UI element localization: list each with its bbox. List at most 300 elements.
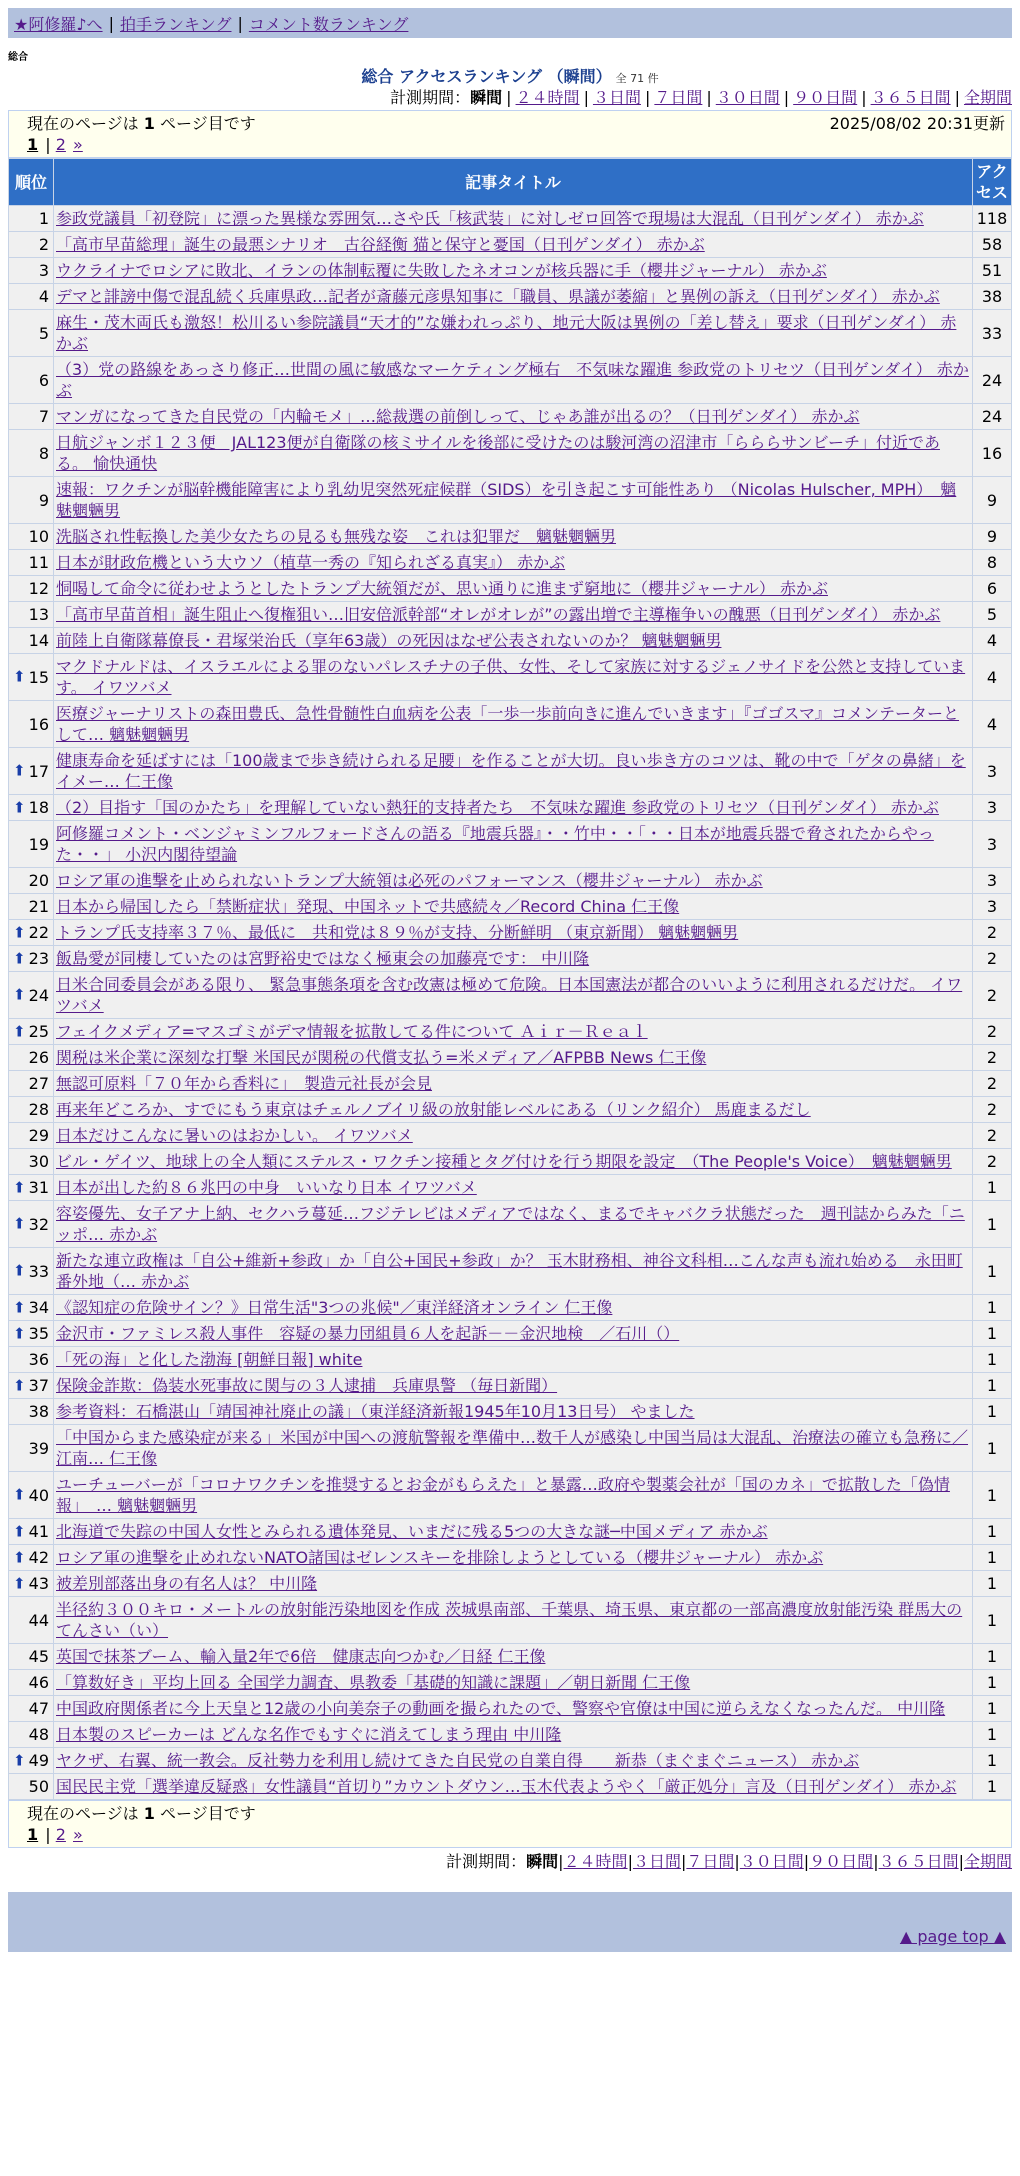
article-title-link[interactable]: 麻生・茂木両氏も激怒！松川るい参院議員“天才的”な嫌われっぷり、地元大阪は異例の「差し替え」要求（日刊ゲンダイ） 赤かぶ — [56, 313, 957, 353]
title-cell — [54, 1019, 973, 1045]
table-row — [9, 894, 1012, 920]
article-title-link[interactable]: デマと誹謗中傷で混乱続く兵庫県政…記者が斎藤元彦県知事に「職員、県議が萎縮」と異例の訴え（日刊ゲンダイ） 赤かぶ — [56, 287, 940, 306]
top-link-comment-ranking[interactable]: コメント数ランキング — [248, 14, 409, 34]
title-cell — [54, 550, 973, 576]
bottom-period-option-4[interactable]: ９０日間 — [809, 1852, 874, 1871]
table-row — [9, 1019, 1012, 1045]
separator: | — [783, 88, 790, 107]
up-arrow-icon: ⬆ — [13, 1214, 26, 1233]
table-row — [9, 1347, 1012, 1373]
rank-cell — [9, 795, 54, 821]
rank-number: 31 — [28, 1178, 49, 1197]
title-cell — [54, 894, 973, 920]
access-count: 2 — [973, 1045, 1012, 1071]
table-row — [9, 524, 1012, 550]
rank-number: 39 — [28, 1438, 49, 1458]
rank-number: 5 — [38, 323, 49, 343]
table-row — [9, 1321, 1012, 1347]
article-title-link[interactable]: ユーチューバーが「コロナワクチンを推奨するとお金がもらえた」と暴露…政府や製薬会社が「国のカネ」で拡散した「偽情報」 … 魑魅魍魎男 — [56, 1475, 950, 1515]
access-count: 3 — [973, 748, 1012, 795]
article-title-link[interactable]: 医療ジャーナリストの森田豊氏、急性骨髄性白血病を公表「一歩一歩前向きに進んでいきます」『ゴゴスマ』コメンテーターとして… 魑魅魍魎男 — [56, 704, 960, 744]
top-period-option-2[interactable]: ７日間 — [654, 88, 703, 107]
up-arrow-icon: ⬆ — [13, 1485, 26, 1504]
rank-cell — [9, 920, 54, 946]
access-count: 1 — [973, 1399, 1012, 1425]
top-nav-bar — [8, 8, 1012, 38]
rank-cell — [9, 430, 54, 477]
article-title-link[interactable]: 阿修羅コメント・ベンジャミンフルフォードさんの語る『地震兵器』・・竹中・・「・・日本が地震兵器で脅されたからやった・・」 小沢内閣待望論 — [56, 824, 934, 864]
title-cell — [54, 1248, 973, 1295]
up-arrow-icon: ⬆ — [13, 1298, 26, 1316]
rank-cell — [9, 1571, 54, 1597]
article-title-link[interactable]: ヤクザ、右翼、統一教会。反社勢力を利用し続けてきた自民党の自業自得 新恭（まぐまぐニュース） 赤かぶ — [56, 1751, 860, 1770]
access-count: 1 — [973, 1201, 1012, 1248]
title-cell — [54, 1321, 973, 1347]
article-title-link[interactable]: 被差別部落出身の有名人は？ 中川隆 — [56, 1574, 318, 1593]
article-title-link[interactable]: マクドナルドは、イスラエルによる罪のないパレスチナの子供、女性、そして家族に対するジェノサイドを公然と支持しています。 イワツバメ — [56, 657, 966, 697]
rank-cell — [9, 1071, 54, 1097]
up-arrow-icon: ⬆ — [13, 798, 26, 816]
access-count: 3 — [973, 821, 1012, 868]
title-cell — [54, 1670, 973, 1696]
access-count: 1 — [973, 1722, 1012, 1748]
separator: | — [45, 135, 51, 154]
rank-number: 11 — [28, 553, 49, 572]
title-cell — [54, 1519, 973, 1545]
separator: | — [108, 13, 114, 33]
access-count: 1 — [973, 1774, 1012, 1800]
title-cell — [54, 357, 973, 404]
page-2-link[interactable]: 2 — [55, 135, 66, 154]
rank-number: 12 — [28, 579, 49, 598]
header-rank: 順位 — [9, 159, 54, 206]
bottom-period-option-3[interactable]: ３０日間 — [739, 1852, 804, 1871]
rank-cell — [9, 1295, 54, 1321]
table-row — [9, 404, 1012, 430]
rank-cell — [9, 284, 54, 310]
rank-number: 3 — [38, 261, 49, 280]
rank-cell — [9, 894, 54, 920]
article-title-link[interactable]: 日米合同委員会がある限り、 緊急事態条項を含む改憲は極めて危険。日本国憲法が都合のいいように利用されるだけだ。 イワツバメ — [56, 975, 963, 1015]
rank-cell — [9, 1519, 54, 1545]
rank-cell — [9, 1472, 54, 1519]
table-row — [9, 1472, 1012, 1519]
access-count: 33 — [973, 310, 1012, 357]
access-count: 1 — [973, 1295, 1012, 1321]
table-row — [9, 628, 1012, 654]
access-count: 58 — [973, 232, 1012, 258]
article-title-link[interactable]: 金沢市・ファミレス殺人事件 容疑の暴力団組員６人を起訴－－金沢地検 ／石川（） — [56, 1324, 680, 1343]
article-title-link[interactable]: 洗脳され性転換した美少女たちの見るも無残な姿 これは犯罪だ 魑魅魍魎男 — [56, 527, 617, 546]
table-row — [9, 258, 1012, 284]
rank-number: 30 — [28, 1152, 49, 1171]
title-cell — [54, 232, 973, 258]
access-count: 4 — [973, 628, 1012, 654]
up-arrow-icon: ⬆ — [13, 1178, 26, 1196]
rank-number: 33 — [28, 1261, 49, 1281]
rank-number: 7 — [38, 407, 49, 426]
table-row — [9, 795, 1012, 821]
top-link-asyura[interactable]: ★阿修羅♪へ — [14, 14, 103, 34]
access-count: 51 — [973, 258, 1012, 284]
rank-number: 2 — [38, 235, 49, 254]
table-row — [9, 1597, 1012, 1644]
table-row — [9, 1519, 1012, 1545]
access-count: 9 — [973, 477, 1012, 524]
rank-number: 22 — [28, 923, 49, 942]
article-title-link[interactable]: ビル・ゲイツ、地球上の全人類にステルス・ワクチン接種とタグ付けを行う期限を設定 （The People's Voice） 魑魅魍魎男 — [56, 1152, 952, 1171]
article-title-link[interactable]: 日航ジャンボ１２３便 JAL123便が自衛隊の核ミサイルを後部に受けたのは駿河湾の沼津市「らららサンビーチ」付近である。 愉快通快 — [56, 433, 940, 473]
access-count: 2 — [973, 972, 1012, 1019]
rank-cell — [9, 1748, 54, 1774]
footer-pagetop-bar — [8, 1922, 1012, 1952]
updated-time: 2025/08/02 20:31更新 — [829, 114, 1005, 133]
access-count: 2 — [973, 1149, 1012, 1175]
top-period-option-1[interactable]: ３日間 — [592, 88, 641, 107]
table-row — [9, 972, 1012, 1019]
rank-number: 46 — [28, 1673, 49, 1692]
separator: | — [583, 88, 589, 107]
table-row — [9, 284, 1012, 310]
up-arrow-icon: ⬆ — [13, 667, 26, 686]
table-row — [9, 1670, 1012, 1696]
rank-number: 40 — [28, 1485, 49, 1505]
rank-number: 4 — [38, 287, 49, 306]
title-cell — [54, 654, 973, 701]
title-cell — [54, 1175, 973, 1201]
up-arrow-icon: ⬆ — [13, 923, 26, 941]
article-title-link[interactable]: 日本製のスピーカーは どんな名作でもすぐに消えてしまう理由 中川隆 — [56, 1725, 562, 1744]
table-row — [9, 920, 1012, 946]
table-row — [9, 1248, 1012, 1295]
rank-number: 18 — [28, 798, 49, 817]
article-title-link[interactable]: 北海道で失踪の中国人女性とみられる遺体発見、いまだに残る5つの大きな謎─中国メディア 赤かぶ — [56, 1522, 768, 1541]
rank-number: 16 — [28, 714, 49, 734]
period-label: 計測期間： — [390, 88, 471, 107]
period-current: 瞬間 — [470, 88, 503, 107]
article-title-link[interactable]: 半径約３００キロ・メートルの放射能汚染地図を作成 茨城県南部、千葉県、埼玉県、東京都の一部高濃度放射能汚染 群馬大のてんさい（い） — [56, 1600, 963, 1640]
article-title-link[interactable]: 参政党議員「初登院」に漂った異様な雰囲気…さや氏「核武装」に対しゼロ回答で現場は大混乱（日刊ゲンダイ） 赤かぶ — [56, 209, 924, 228]
table-row — [9, 1097, 1012, 1123]
bottom-period-option-1[interactable]: ３日間 — [632, 1852, 681, 1871]
title-cell — [54, 701, 973, 748]
rank-cell — [9, 602, 54, 628]
access-count: 24 — [973, 357, 1012, 404]
table-row — [9, 206, 1012, 232]
rank-number: 19 — [28, 834, 49, 854]
article-title-link[interactable]: ウクライナでロシアに敗北、イランの体制転覆に失敗したネオコンが核兵器に手（櫻井ジャーナル） 赤かぶ — [56, 261, 827, 280]
table-row — [9, 1399, 1012, 1425]
table-row — [9, 1545, 1012, 1571]
rank-cell — [9, 1774, 54, 1800]
rank-number: 32 — [28, 1214, 49, 1234]
access-count: 4 — [973, 701, 1012, 748]
access-count: 2 — [973, 946, 1012, 972]
rank-number: 44 — [28, 1610, 49, 1630]
separator: | — [706, 88, 712, 107]
title-cell — [54, 1597, 973, 1644]
header-title: 記事タイトル — [54, 159, 973, 206]
period-current: 瞬間 — [526, 1852, 559, 1871]
rank-number: 36 — [28, 1350, 49, 1369]
rank-cell — [9, 1201, 54, 1248]
article-title-link[interactable]: （2）目指す「国のかたち」を理解していない熱狂的支持者たち 不気味な躍進 参政党のトリセツ（日刊ゲンダイ） 赤かぶ — [56, 798, 939, 817]
article-title-link[interactable]: 日本から帰国したら「禁断症状」発現、中国ネットで共感続々／Record China 仁王像 — [56, 897, 680, 916]
table-row — [9, 1571, 1012, 1597]
rank-cell — [9, 404, 54, 430]
separator: | — [237, 13, 243, 33]
title-cell — [54, 576, 973, 602]
up-arrow-icon: ⬆ — [13, 1751, 26, 1769]
title-cell — [54, 868, 973, 894]
access-count: 4 — [973, 654, 1012, 701]
title-cell — [54, 1071, 973, 1097]
rank-number: 25 — [28, 1022, 49, 1041]
table-row — [9, 550, 1012, 576]
access-count: 1 — [973, 1175, 1012, 1201]
up-arrow-icon: ⬆ — [13, 1022, 26, 1040]
rank-cell — [9, 1644, 54, 1670]
bottom-period-option-6[interactable]: 全期間 — [963, 1852, 1012, 1871]
table-row — [9, 1071, 1012, 1097]
article-title-link[interactable]: 恫喝して命令に従わせようとしたトランプ大統領だが、思い通りに進まず窮地に（櫻井ジャーナル） 赤かぶ — [56, 579, 828, 598]
article-title-link[interactable]: フェイクメディア=マスゴミがデマ情報を拡散してる件について Ａｉｒ－Ｒｅａｌ — [56, 1022, 648, 1041]
access-count: 2 — [973, 1071, 1012, 1097]
page-info-bottom — [8, 1800, 1012, 1848]
article-title-link[interactable]: ロシア軍の進撃を止められないトランプ大統領は必死のパフォーマンス（櫻井ジャーナル） 赤かぶ — [56, 871, 763, 890]
rank-cell — [9, 701, 54, 748]
rank-number: 48 — [28, 1725, 49, 1744]
access-count: 1 — [973, 1425, 1012, 1472]
rank-number: 1 — [38, 209, 49, 228]
table-row — [9, 1201, 1012, 1248]
article-title-link[interactable]: 飯島愛が同棲していたのは宮野裕史ではなく極東会の加藤亮です： 中川隆 — [56, 949, 590, 968]
title-cell — [54, 1347, 973, 1373]
up-arrow-icon: ⬆ — [13, 1324, 26, 1342]
rank-cell — [9, 1019, 54, 1045]
rank-number: 50 — [28, 1777, 49, 1796]
rank-cell — [9, 972, 54, 1019]
rank-cell — [9, 477, 54, 524]
period-selector-bottom — [8, 1850, 1012, 1874]
article-title-link[interactable]: 速報：ワクチンが脳幹機能障害により乳幼児突然死症候群（SIDS）を引き起こす可能性あり （Nicolas Hulscher, MPH） 魑魅魍魎男 — [56, 480, 957, 520]
title-cell — [54, 1545, 973, 1571]
rank-cell — [9, 1175, 54, 1201]
article-title-link[interactable]: 国民民主党「選挙違反疑惑」女性議員“首切り”カウントダウン…玉木代表ようやく「厳正処分」言及（日刊ゲンダイ） 赤かぶ — [56, 1777, 957, 1796]
access-count: 1 — [973, 1748, 1012, 1774]
rank-number: 37 — [28, 1376, 49, 1395]
access-count: 3 — [973, 795, 1012, 821]
article-title-link[interactable]: 日本が出した約８６兆円の中身 いいなり日本 イワツバメ — [56, 1178, 477, 1197]
current-page-text: 現在のページは 1 ページ目です — [27, 1804, 256, 1823]
up-arrow-icon: ⬆ — [13, 949, 26, 967]
pagination-bottom — [27, 1824, 1005, 1845]
rank-cell — [9, 1347, 54, 1373]
separator: | — [861, 88, 867, 107]
bottom-period-option-5[interactable]: ３６５日間 — [878, 1852, 959, 1871]
page-top-link[interactable]: ▲ page top ▲ — [899, 1927, 1006, 1946]
access-count: 16 — [973, 430, 1012, 477]
table-row — [9, 1373, 1012, 1399]
rank-cell — [9, 1123, 54, 1149]
article-title-link[interactable]: 前陸上自衛隊幕僚長・君塚栄治氏（享年63歳）の死因はなぜ公表されないのか？ 魑魅魍魎男 — [56, 631, 722, 650]
title-cell — [54, 602, 973, 628]
table-row — [9, 1696, 1012, 1722]
top-period-option-5[interactable]: ３６５日間 — [870, 88, 951, 107]
table-row — [9, 654, 1012, 701]
page-info-top — [8, 110, 1012, 158]
title-cell — [54, 477, 973, 524]
rank-number: 49 — [28, 1751, 49, 1770]
title-cell — [54, 1774, 973, 1800]
article-title-link[interactable]: ロシア軍の進撃を止めれないNATO諸国はゼレンスキーを排除しようとしている（櫻井ジャーナル） 赤かぶ — [56, 1548, 824, 1567]
title-cell — [54, 628, 973, 654]
title-cell — [54, 1571, 973, 1597]
access-count: 1 — [973, 1321, 1012, 1347]
rank-number: 8 — [38, 443, 49, 463]
rank-cell — [9, 310, 54, 357]
table-row — [9, 1295, 1012, 1321]
rank-cell — [9, 628, 54, 654]
rank-cell — [9, 1597, 54, 1644]
title-cell — [54, 920, 973, 946]
title-cell — [54, 430, 973, 477]
title-cell — [54, 1123, 973, 1149]
article-title-link[interactable]: 「中国からまた感染症が来る」米国が中国への渡航警報を準備中…数千人が感染し中国当局は大混乱、治療法の確立も急務に／江南… 仁王像 — [56, 1428, 969, 1468]
top-period-option-4[interactable]: ９０日間 — [793, 88, 858, 107]
rank-number: 13 — [28, 605, 49, 624]
article-title-link[interactable]: 《認知症の危険サイン？》日常生活"3つの兆候"／東洋経済オンライン 仁王像 — [56, 1298, 613, 1317]
article-title-link[interactable]: 保険金詐欺：偽装水死事故に関与の３人逮捕 兵庫県警 （毎日新聞） — [56, 1376, 558, 1395]
separator: | — [958, 1852, 964, 1871]
article-title-link[interactable]: マンガになってきた自民党の「内輪モメ」…総裁選の前倒しって、じゃあ誰が出るの？（日刊ゲンダイ） 赤かぶ — [56, 407, 860, 426]
access-count: 2 — [973, 1019, 1012, 1045]
bottom-period-option-2[interactable]: ７日間 — [686, 1852, 735, 1871]
article-title-link[interactable]: 英国で抹茶ブーム、輸入量2年で6倍 健康志向つかむ／日経 仁王像 — [56, 1647, 546, 1666]
table-row — [9, 430, 1012, 477]
separator: | — [803, 1852, 810, 1871]
rank-cell — [9, 1045, 54, 1071]
rank-number: 14 — [28, 631, 49, 650]
rank-number: 9 — [38, 490, 49, 510]
rank-cell — [9, 1373, 54, 1399]
access-count: 1 — [973, 1597, 1012, 1644]
rank-number: 24 — [28, 985, 49, 1005]
rank-cell — [9, 1149, 54, 1175]
title-cell — [54, 1399, 973, 1425]
top-link-clap-ranking[interactable]: 拍手ランキング — [119, 14, 232, 34]
title-cell — [54, 1149, 973, 1175]
access-count: 1 — [973, 1373, 1012, 1399]
table-row — [9, 868, 1012, 894]
title-cell — [54, 524, 973, 550]
access-count: 38 — [973, 284, 1012, 310]
title-cell — [54, 1201, 973, 1248]
access-count: 2 — [973, 920, 1012, 946]
separator: | — [644, 88, 651, 107]
article-title-link[interactable]: トランプ氏支持率３７％、最低に 共和党は８９％が支持、分断鮮明 （東京新聞） 魑魅魍魎男 — [56, 923, 739, 942]
next-page-link[interactable]: » — [73, 1825, 83, 1844]
page-2-link[interactable]: 2 — [55, 1825, 66, 1844]
rank-number: 10 — [28, 527, 49, 546]
rank-number: 6 — [38, 370, 49, 390]
top-period-option-0[interactable]: ２４時間 — [515, 88, 580, 107]
table-row — [9, 310, 1012, 357]
rank-number: 27 — [28, 1074, 49, 1093]
article-title-link[interactable]: 「高市早苗総理」誕生の最悪シナリオ 古谷経衡 猫と保守と憂国（日刊ゲンダイ） 赤かぶ — [56, 235, 705, 254]
title-cell — [54, 795, 973, 821]
table-row — [9, 1644, 1012, 1670]
article-title-link[interactable]: 日本だけこんなに暑いのはおかしい。 イワツバメ — [56, 1126, 413, 1145]
separator: | — [45, 1825, 51, 1844]
table-row — [9, 1722, 1012, 1748]
article-title-link[interactable]: 参考資料：石橋湛山「靖国神社廃止の議」（東洋経済新報1945年10月13日号） やました — [56, 1402, 695, 1421]
article-title-link[interactable]: 「算数好き」平均上回る 全国学力調査、県教委「基礎的知識に課題」／朝日新聞 仁王像 — [56, 1673, 691, 1692]
article-title-link[interactable]: 再来年どころか、すでにもう東京はチェルノブイリ級の放射能レベルにある（リンク紹介） 馬鹿まるだし — [56, 1100, 811, 1119]
article-title-link[interactable]: 「死の海」と化した渤海 [朝鮮日報] white — [56, 1350, 363, 1369]
rank-cell — [9, 868, 54, 894]
rank-cell — [9, 1425, 54, 1472]
separator: | — [954, 88, 960, 107]
title-cell — [54, 1045, 973, 1071]
access-count: 3 — [973, 868, 1012, 894]
rank-number: 42 — [28, 1548, 49, 1567]
rank-cell — [9, 1097, 54, 1123]
rank-number: 43 — [28, 1574, 49, 1593]
table-row — [9, 1123, 1012, 1149]
rank-number: 28 — [28, 1100, 49, 1119]
title-cell — [54, 1696, 973, 1722]
bottom-period-option-0[interactable]: ２４時間 — [563, 1852, 628, 1871]
access-count: 1 — [973, 1248, 1012, 1295]
next-page-link[interactable]: » — [73, 135, 83, 154]
article-title-link[interactable]: （3）党の路線をあっさり修正…世間の風に敏感なマーケティング極右 不気味な躍進 参政党のトリセツ（日刊ゲンダイ） 赤かぶ — [56, 360, 969, 400]
access-count: 118 — [973, 206, 1012, 232]
top-period-option-3[interactable]: ３０日間 — [715, 88, 780, 107]
pagination-top — [27, 134, 1005, 155]
rank-number: 41 — [28, 1522, 49, 1541]
table-row — [9, 576, 1012, 602]
article-title-link[interactable]: 容姿優先、女子アナ上納、セクハラ蔓延…フジテレビはメディアではなく、まるでキャバクラ状態だった 週刊誌からみた「ニッポ… 赤かぶ — [56, 1204, 965, 1244]
rank-number: 35 — [28, 1324, 49, 1343]
article-title-link[interactable]: 新たな連立政権は「自公+維新+参政」か「自公+国民+参政」か？ 玉木財務相、神谷文科相…こんな声も流れ始める 永田町番外地（… 赤かぶ — [56, 1251, 963, 1291]
rank-cell — [9, 1722, 54, 1748]
title-cell — [54, 821, 973, 868]
title-cell — [54, 1472, 973, 1519]
title-cell — [54, 972, 973, 1019]
up-arrow-icon: ⬆ — [13, 1261, 26, 1280]
footer-bar — [8, 1892, 1012, 1922]
article-title-link[interactable]: 関税は米企業に深刻な打撃 米国民が関税の代償支払う=米メディア／AFPBB News 仁王像 — [56, 1048, 707, 1067]
rank-number: 47 — [28, 1699, 49, 1718]
article-title-link[interactable]: 無認可原料「７０年から香料に」 製造元社長が会見 — [56, 1074, 433, 1093]
access-count: 8 — [973, 550, 1012, 576]
article-title-link[interactable]: 日本が財政危機という大ウソ（植草一秀の『知られざる真実』） 赤かぶ — [56, 553, 566, 572]
access-count: 2 — [973, 1097, 1012, 1123]
article-title-link[interactable]: 「高市早苗首相」誕生阻止へ復権狙い…旧安倍派幹部“オレがオレが”の露出増で主導権争いの醜悪（日刊ゲンダイ） 赤かぶ — [56, 605, 941, 624]
article-title-link[interactable]: 健康寿命を延ばすには「100歳まで歩き続けられる足腰」を作ることが大切。良い歩き方のコツは、靴の中で「ゲタの鼻緒」をイメー… 仁王像 — [56, 751, 966, 791]
table-row — [9, 1045, 1012, 1071]
separator: | — [506, 88, 512, 107]
ranking-table — [8, 158, 1012, 1800]
separator: | — [734, 1852, 740, 1871]
rank-number: 45 — [28, 1647, 49, 1666]
header-access: アクセス — [973, 159, 1012, 206]
table-row — [9, 602, 1012, 628]
title-cell — [54, 310, 973, 357]
article-title-link[interactable]: 中国政府関係者に今上天皇と12歳の小向美奈子の動画を撮られたので、警察や官僚は中国に逆らえなくなったんだ。 中川隆 — [56, 1699, 946, 1718]
top-period-option-6[interactable]: 全期間 — [963, 88, 1012, 107]
